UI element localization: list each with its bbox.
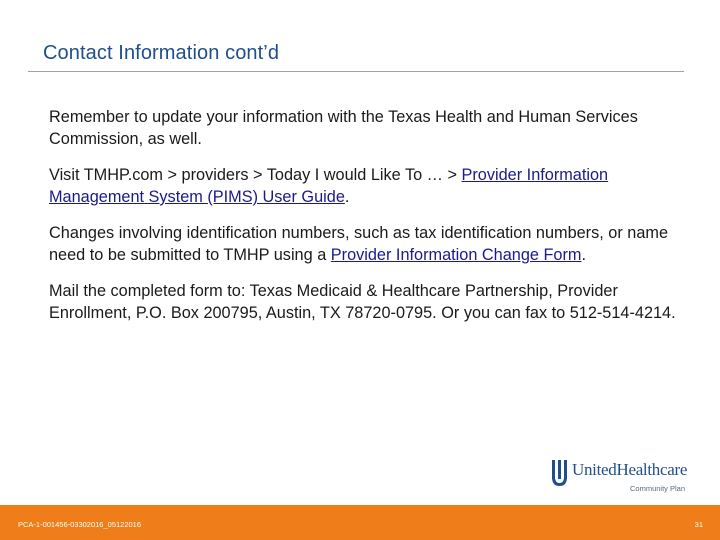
form-period: . bbox=[581, 246, 586, 264]
pims-user-guide-link[interactable]: Provider Information Management System (PIMS) User Guide bbox=[49, 166, 609, 206]
unitedhealthcare-u-mark-icon bbox=[551, 457, 569, 487]
pims-period: . bbox=[344, 188, 350, 206]
slide-body bbox=[49, 106, 689, 324]
unitedhealthcare-logo bbox=[551, 455, 701, 497]
identification-changes-text: Changes involving identification numbers, such as tax identification numbers, or name need to be submitted to TMHP using a bbox=[49, 224, 669, 264]
mailing-address-paragraph: Mail the completed form to: Texas Medicaid & Healthcare Partnership, Provider Enrollment, P.O. Box 200795, Austin, TX 78720-0795. Or you can fax to 512-514-4214. bbox=[49, 282, 676, 322]
identification-changes-paragraph bbox=[49, 222, 689, 266]
footer-bar bbox=[0, 505, 720, 540]
pims-path-text: Visit TMHP.com > providers > Today I would Like To … > bbox=[49, 166, 462, 184]
document-code: PCA-1-001456-03302016_05122016 bbox=[18, 520, 142, 529]
logo-wordmark: UnitedHealthcare bbox=[572, 460, 688, 479]
pims-guide-paragraph bbox=[49, 164, 689, 208]
provider-information-change-form-link[interactable]: Provider Information Change Form bbox=[330, 246, 582, 264]
page-number: 31 bbox=[694, 520, 703, 529]
update-reminder-paragraph: Remember to update your information with the Texas Health and Human Services Commission, as well. bbox=[49, 108, 638, 148]
slide-title: Contact Information cont’d bbox=[43, 42, 280, 64]
title-divider bbox=[28, 71, 684, 72]
logo-subtitle: Community Plan bbox=[630, 484, 686, 493]
